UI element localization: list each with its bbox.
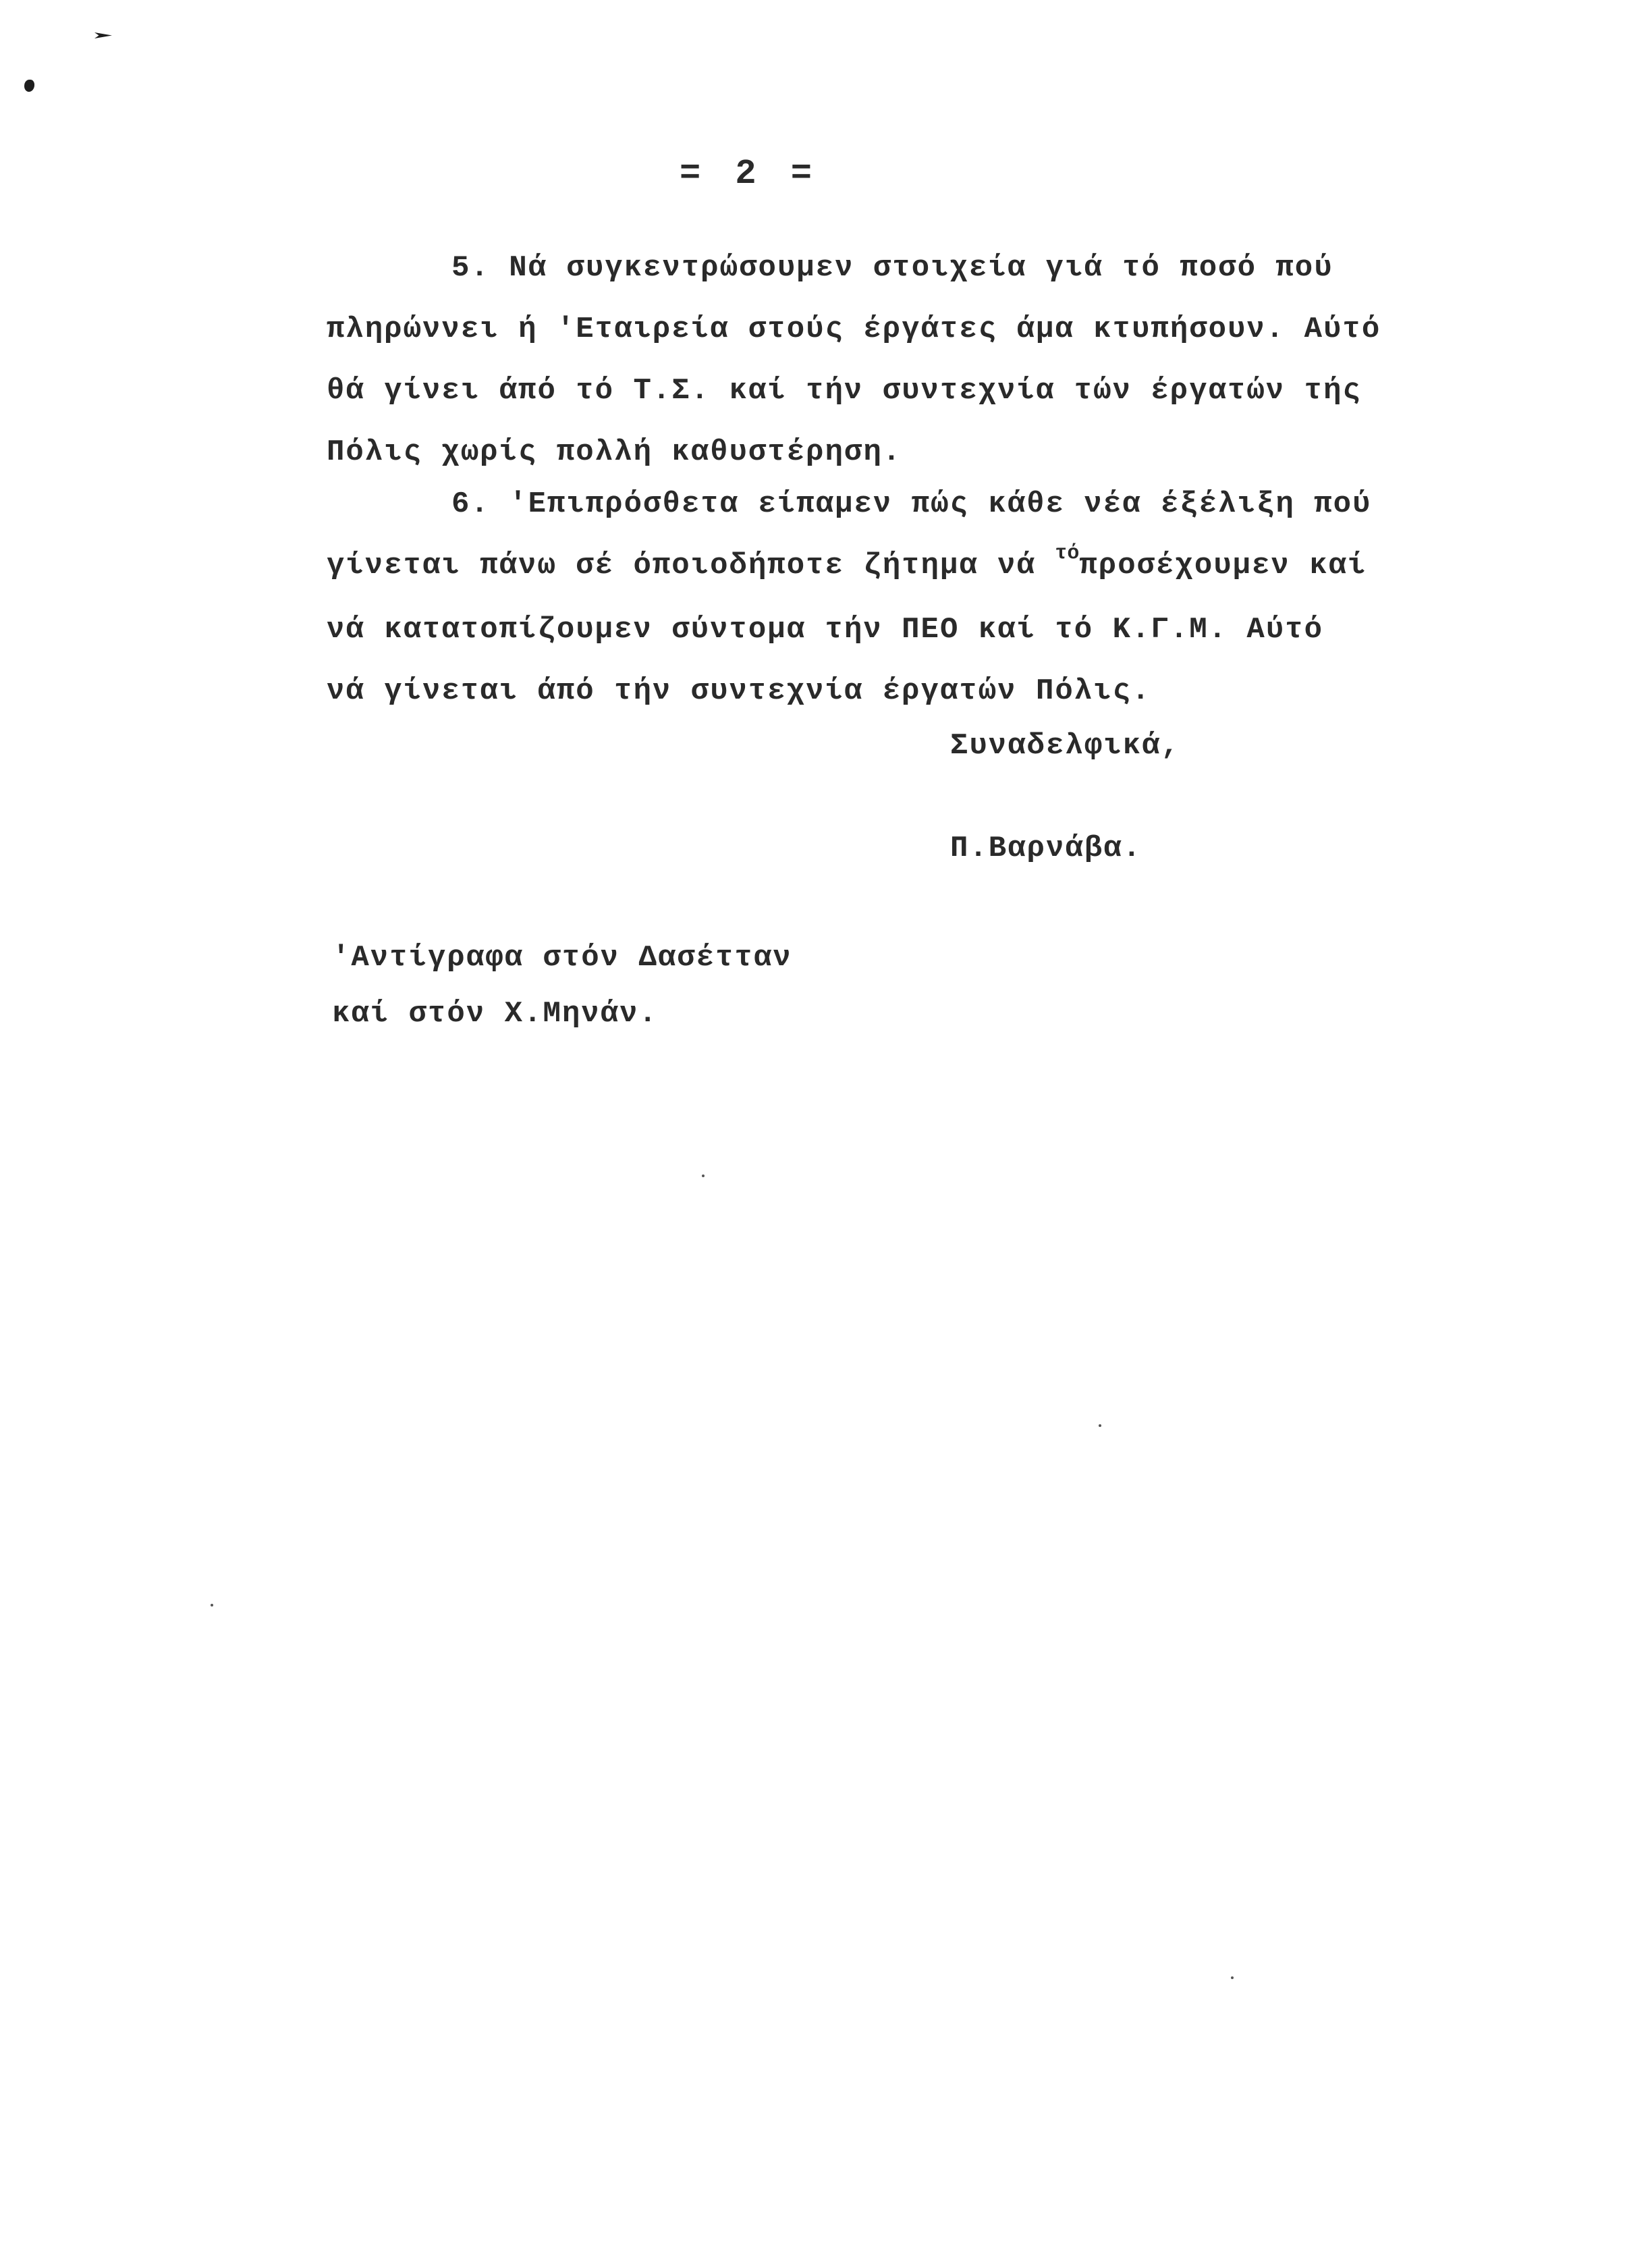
paper-speck	[1099, 1424, 1101, 1427]
paragraph-line: 6. 'Επιπρόσθετα είπαμεν πώς κάθε νέα έξέλιξη πού	[451, 487, 1372, 521]
margin-arrow-mark	[94, 32, 112, 38]
paragraph-line: νά κατατοπίζουμεν σύντομα τήν ΠΕΟ καί τό Κ.Γ.Μ. Αύτό	[327, 613, 1324, 647]
paper-speck	[702, 1174, 705, 1177]
interlinear-insertion: τό	[1055, 542, 1080, 565]
paper-speck	[211, 1604, 213, 1606]
paragraph-6	[327, 474, 1447, 722]
copies-note	[332, 930, 792, 1042]
signature-name: Π.Βαρνάβα.	[950, 832, 1142, 865]
paragraph-5	[327, 238, 1447, 483]
paper-speck	[1231, 1976, 1234, 1979]
paragraph-line	[327, 535, 1447, 599]
copies-line: καί στόν Χ.Μηνάν.	[332, 997, 658, 1031]
page-number: = 2 =	[679, 154, 819, 194]
paragraph-line: πληρώννει ή 'Εταιρεία στούς έργάτες άμα κτυπήσουν. Αύτό	[327, 313, 1381, 346]
paragraph-line-text: προσέχουμεν καί	[1079, 549, 1367, 583]
paragraph-line: Πόλις χωρίς πολλή καθυστέρηση.	[327, 435, 902, 469]
copies-line: 'Αντίγραφα στόν Δασέτταν	[332, 941, 792, 975]
paragraph-line: 5. Νά συγκεντρώσουμεν στοιχεία γιά τό ποσό πού	[451, 251, 1333, 285]
paragraph-line-text: γίνεται πάνω σέ όποιοδήποτε ζήτημα νά	[327, 549, 1055, 583]
paragraph-line: θά γίνει άπό τό Τ.Σ. καί τήν συντεχνία τών έργατών τής	[327, 374, 1362, 408]
paragraph-line: νά γίνεται άπό τήν συντεχνία έργατών Πόλις.	[327, 674, 1151, 708]
closing-greeting: Συναδελφικά,	[950, 729, 1180, 763]
margin-ink-dot	[24, 80, 34, 92]
